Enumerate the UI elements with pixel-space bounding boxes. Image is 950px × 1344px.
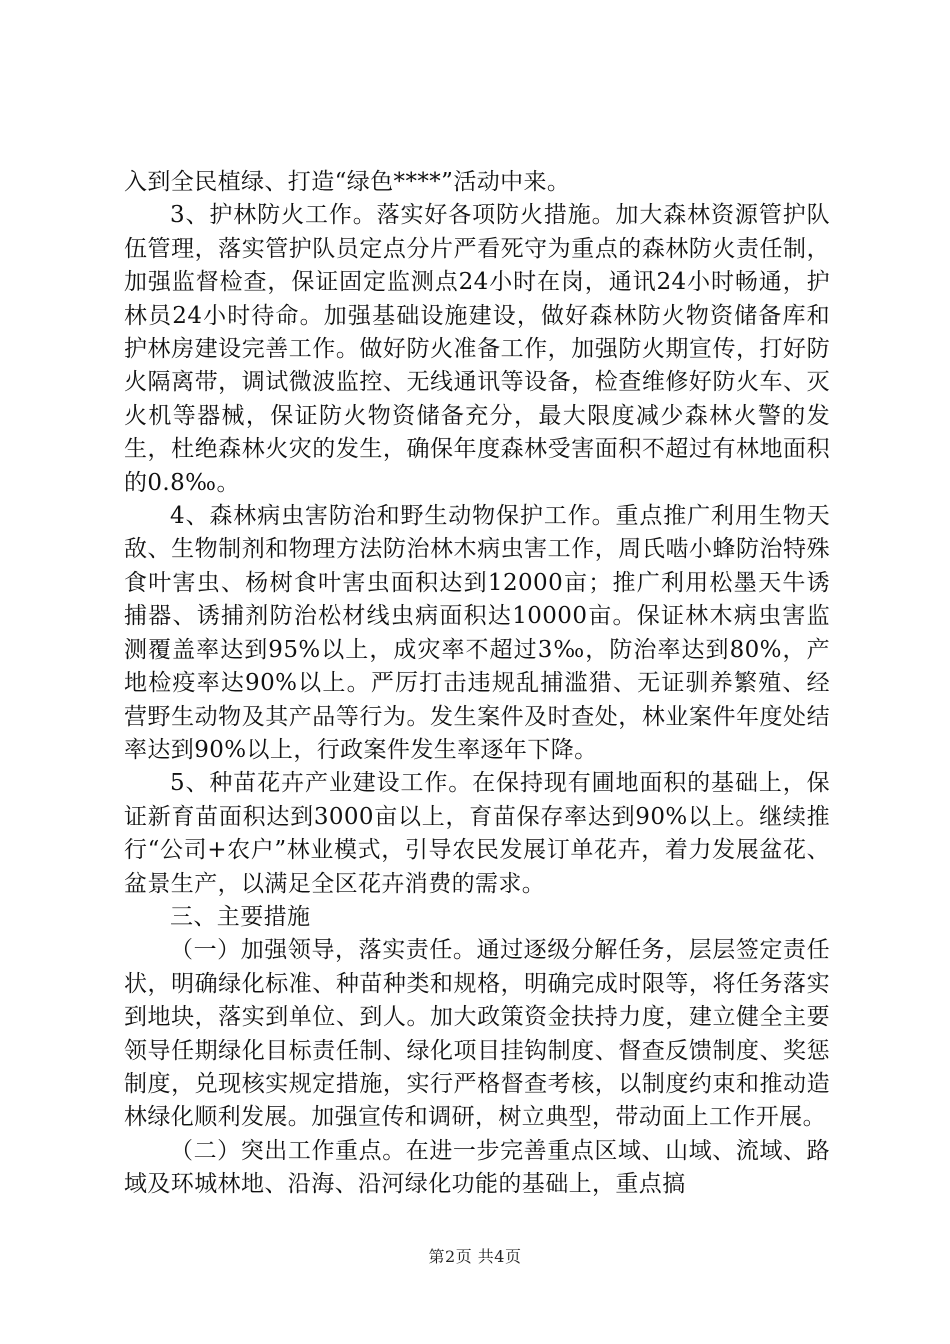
paragraph-seedling-industry: 5、种苗花卉产业建设工作。在保持现有圃地面积的基础上，保证新育苗面积达到3000亩以上，育苗保存率达到90%以上。继续推行“公司+农户”林业模式，引导农民发展订单花卉，着力发展盆花、盆景生产，以满足全区花卉消费的需求。 xyxy=(124,770,830,897)
paragraph-fire-prevention: 3、护林防火工作。落实好各项防火措施。加大森林资源管护队伍管理，落实管护队员定点分片严看死守为重点的森林防火责任制，加强监督检查，保证固定监测点24小时在岗，通讯24小时畅通，护林员24小时待命。加强基础设施建设，做好森林防火物资储备库和护林房建设完善工作。做好防火准备工作，加强防火期宣传，打好防火隔离带，调试微波监控、无线通讯等设备，检查维修好防火车、灭火机等器械，保证防火物资储备充分，最大限度减少森林火警的发生，杜绝森林火灾的发生，确保年度森林受害面积不超过有林地面积的0.8‰。 xyxy=(124,202,830,496)
paragraph-measure-priorities: （二）突出工作重点。在进一步完善重点区域、山域、流域、路域及环城林地、沿海、沿河绿化功能的基础上，重点搞 xyxy=(124,1137,830,1198)
paragraph-pest-control: 4、森林病虫害防治和野生动物保护工作。重点推广利用生物天敌、生物制剂和物理方法防治林木病虫害工作，周氏啮小蜂防治特殊食叶害虫、杨树食叶害虫面积达到12000亩；推广利用松墨天牛诱捕器、诱捕剂防治松材线虫病面积达10000亩。保证林木病虫害监测覆盖率达到95%以上，成灾率不超过3‰，防治率达到80%，产地检疫率达90%以上。严厉打击违规乱捕滥猎、无证驯养繁殖、经营野生动物及其产品等行为。发生案件及时查处，林业案件年度处结率达到90%以上，行政案件发生率逐年下降。 xyxy=(124,503,830,763)
paragraph-measure-leadership: （一）加强领导，落实责任。通过逐级分解任务，层层签定责任状，明确绿化标准、种苗种类和规格，明确完成时限等，将任务落实到地块，落实到单位、到人。加大政策资金扶持力度，建立健全主要领导任期绿化目标责任制、绿化项目挂钩制度、督查反馈制度、奖惩制度，兑现核实规定措施，实行严格督查考核，以制度约束和推动造林绿化顺利发展。加强宣传和调研，树立典型，带动面上工作开展。 xyxy=(124,937,830,1131)
document-body xyxy=(124,166,830,1202)
paragraph-continuation: 入到全民植绿、打造“绿色****”活动中来。 xyxy=(124,169,571,195)
section-heading: 三、主要措施 xyxy=(170,903,311,930)
page-number-footer: 第2页 共4页 xyxy=(428,1247,522,1266)
